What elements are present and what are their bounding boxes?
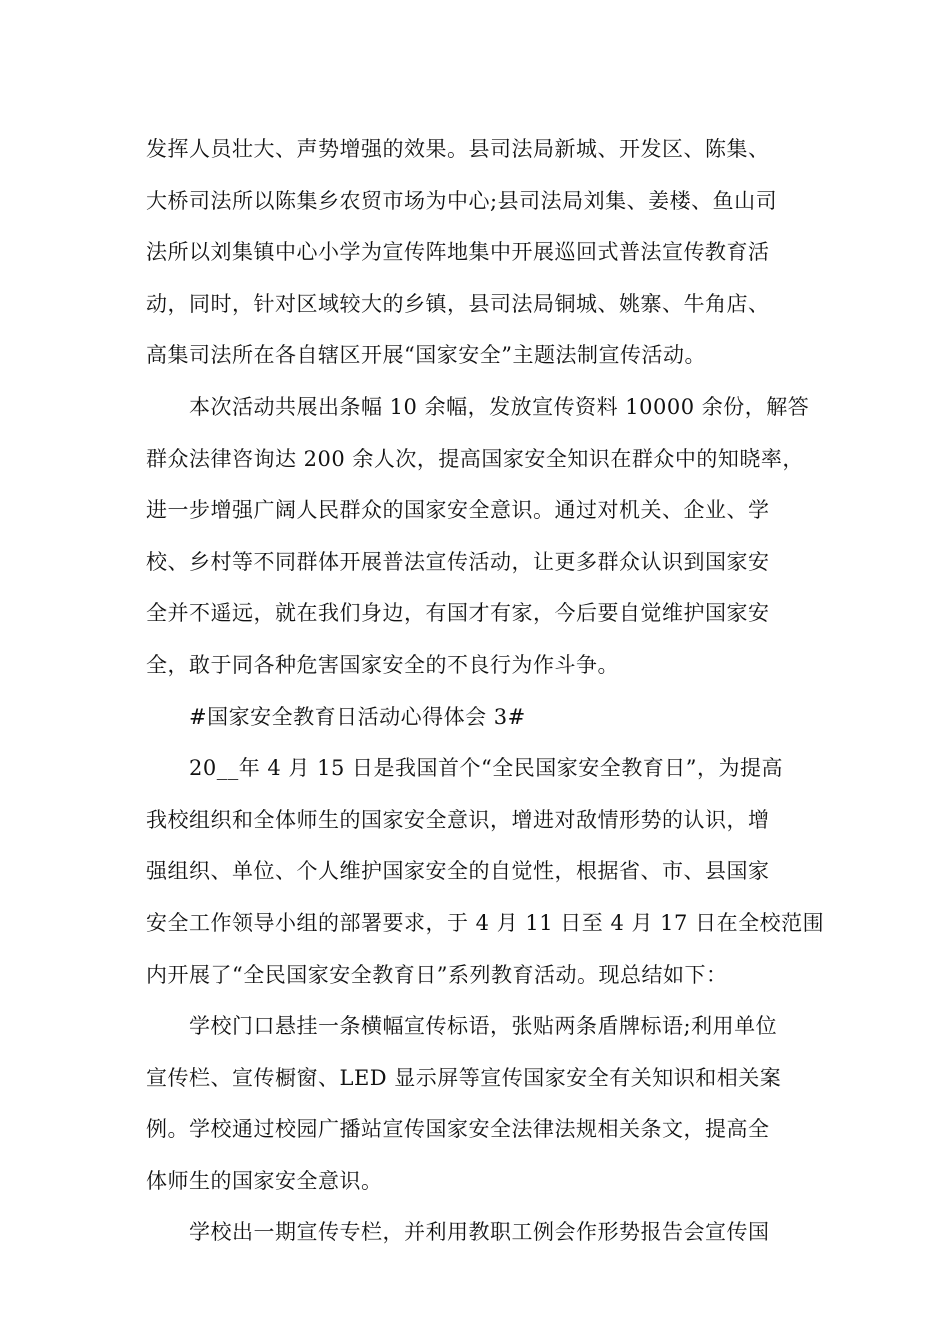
- text-line: 强组织、单位、个人维护国家安全的自觉性，根据省、市、县国家: [146, 859, 770, 884]
- document-body: [146, 124, 836, 1259]
- text-line: 例。学校通过校园广播站宣传国家安全法律法规相关条文，提高全: [146, 1117, 770, 1142]
- text-line: 大桥司法所以陈集乡农贸市场为中心;县司法局刘集、姜楼、鱼山司: [146, 188, 778, 213]
- paragraph-start-line: 20__年 4 月 15 日是我国首个“全民国家安全教育日”，为提高: [189, 756, 783, 781]
- text-line: 体师生的国家安全意识。: [146, 1168, 383, 1193]
- paragraph-start-line: 本次活动共展出条幅 10 余幅，发放宣传资料 10000 余份，解答: [189, 394, 810, 419]
- text-line: 发挥人员壮大、声势增强的效果。县司法局新城、开发区、陈集、: [146, 137, 770, 161]
- text-line: 群众法律咨询达 200 余人次，提高国家安全知识在群众中的知晓率，: [146, 446, 804, 471]
- text-line: 我校组织和全体师生的国家安全意识，增进对敌情形势的认识，增: [146, 807, 770, 832]
- text-line: 全并不遥远，就在我们身边，有国才有家，今后要自觉维护国家安: [146, 601, 770, 626]
- text-line: 安全工作领导小组的部署要求，于 4 月 11 日至 4 月 17 日在全校范围: [146, 910, 825, 935]
- paragraph-start-line: 学校门口悬挂一条横幅宣传标语，张贴两条盾牌标语;利用单位: [189, 1014, 778, 1039]
- text-line: 进一步增强广阔人民群众的国家安全意识。通过对机关、企业、学: [146, 498, 770, 523]
- text-line: 法所以刘集镇中心小学为宣传阵地集中开展巡回式普法宣传教育活: [146, 240, 770, 265]
- text-line: 高集司法所在各自辖区开展“国家安全”主题法制宣传活动。: [146, 343, 706, 368]
- text-line: 宣传栏、宣传橱窗、LED 显示屏等宣传国家安全有关知识和相关案: [146, 1065, 782, 1090]
- text-line: 校、乡村等不同群体开展普法宣传活动，让更多群众认识到国家安: [146, 549, 770, 574]
- text-line: 动，同时，针对区域较大的乡镇，县司法局铜城、姚寨、牛角店、: [146, 291, 770, 316]
- text-line: 内开展了“全民国家安全教育日”系列教育活动。现总结如下：: [146, 962, 728, 987]
- paragraph-start-line: 学校出一期宣传专栏，并利用教职工例会作形势报告会宣传国: [189, 1220, 770, 1245]
- section-heading: #国家安全教育日活动心得体会 3#: [189, 704, 526, 729]
- text-line: 全，敢于同各种危害国家安全的不良行为作斗争。: [146, 652, 619, 677]
